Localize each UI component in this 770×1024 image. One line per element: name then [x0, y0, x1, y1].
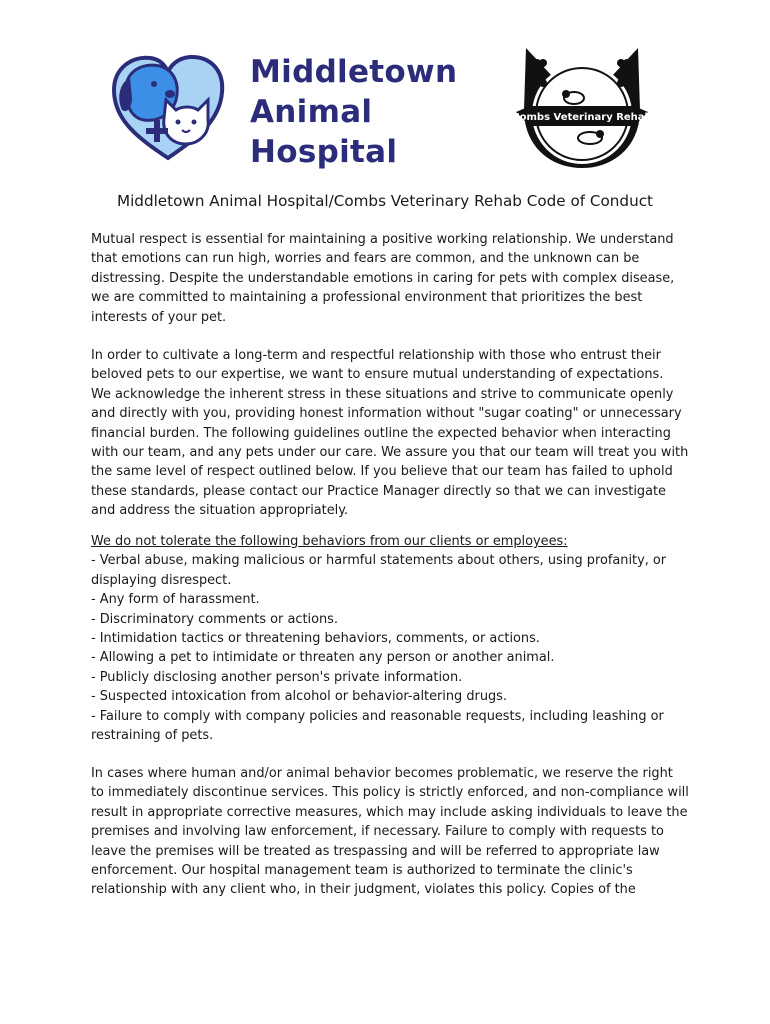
text-line: and directly with you, providing honest information without "sugar coating" or unnecessary	[91, 406, 682, 422]
list-item: restraining of pets.	[91, 728, 214, 744]
text-line: We acknowledge the inherent stress in these situations and strive to communicate openly	[91, 386, 674, 402]
text-line: with our team, and any pets under our care. We assure you that our team will treat you with	[91, 445, 689, 461]
document-title: Middletown Animal Hospital/Combs Veterinary Rehab Code of Conduct	[116, 192, 654, 210]
list-item: - Publicly disclosing another person's private information.	[91, 669, 463, 685]
list-item: - Discriminatory comments or actions.	[91, 611, 338, 627]
text-line: that emotions can run high, worries and fears are common, and the unknown can be	[91, 251, 640, 267]
list-item: - Verbal abuse, making malicious or harmful statements about others, using profanity, or	[91, 553, 667, 569]
text-line: enforcement. Our hospital management team is authorized to terminate the clinic's	[91, 863, 633, 879]
text-line: the same level of respect outlined below. If you believe that our team has failed to uphold	[91, 464, 673, 480]
middletown-heart-dog-cat-logo	[108, 48, 228, 166]
text-line: distressing. Despite the understandable emotions in caring for pets with complex disease,	[91, 270, 675, 286]
paragraph-enforcement	[91, 764, 689, 900]
brand-name	[250, 52, 457, 172]
text-line: In order to cultivate a long-term and respectful relationship with those who entrust their	[91, 348, 661, 363]
brand-line-2: Animal	[250, 94, 373, 130]
text-line: to immediately discontinue services. This policy is strictly enforced, and non-compliance will	[91, 785, 689, 801]
text-line: and address the situation appropriately.	[91, 503, 349, 519]
list-item: - Allowing a pet to intimidate or threaten any person or another animal.	[91, 650, 555, 666]
text-line: In cases where human and/or animal behavior becomes problematic, we reserve the right	[91, 766, 673, 781]
brand-line-1: Middletown	[250, 54, 458, 90]
text-line: interests of your pet.	[91, 309, 227, 325]
brand-line-3: Hospital	[250, 134, 398, 170]
text-line: leave the premises will be treated as trespassing and will be referred to appropriate law	[91, 843, 660, 859]
paragraph-intro	[91, 230, 681, 327]
text-line: beloved pets to our expertise, we want to ensure mutual understanding of expectations.	[91, 367, 664, 383]
text-line: Mutual respect is essential for maintaining a positive working relationship. We understand	[91, 232, 674, 247]
text-line: premises and involving law enforcement, if necessary. Failure to comply with requests to	[91, 824, 664, 840]
text-line: financial burden. The following guidelines outline the expected behavior when interacting	[91, 425, 671, 441]
behavior-list	[91, 532, 681, 745]
list-item: - Failure to comply with company policies and reasonable requests, including leashing or	[91, 708, 664, 724]
text-line: result in appropriate corrective measures, which may include asking individuals to leave the	[91, 804, 688, 820]
text-line: these standards, please contact our Practice Manager directly so that we can investigate	[91, 483, 666, 499]
text-line: we are committed to maintaining a professional environment that prioritizes the best	[91, 290, 643, 306]
list-item: displaying disrespect.	[91, 572, 232, 588]
list-heading: We do not tolerate the following behaviors from our clients or employees:	[91, 534, 568, 549]
combs-veterinary-rehab-logo	[512, 42, 652, 172]
list-item: - Any form of harassment.	[91, 592, 260, 608]
list-item: - Suspected intoxication from alcohol or behavior-altering drugs.	[91, 689, 507, 705]
paragraph-expectations	[91, 346, 689, 521]
list-item: - Intimidation tactics or threatening behaviors, comments, or actions.	[91, 631, 540, 647]
combs-logo-text: Combs Veterinary Rehab	[512, 112, 652, 123]
text-line: relationship with any client who, in their judgment, violates this policy. Copies of the	[91, 882, 636, 898]
